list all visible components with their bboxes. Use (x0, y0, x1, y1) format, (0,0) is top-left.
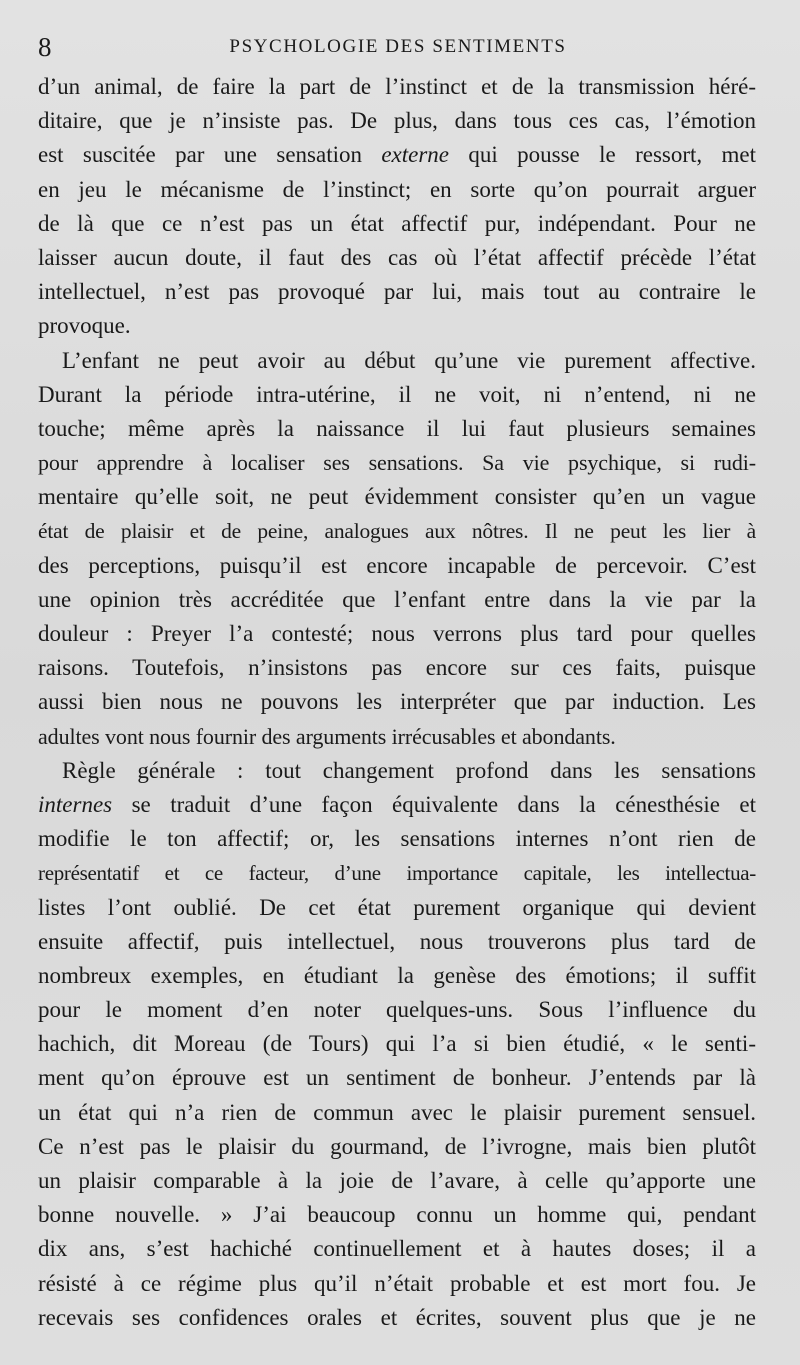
page-number: 8 (38, 32, 52, 62)
text-line (38, 788, 756, 822)
text-line: aussi bien nous ne pouvons les interpréter que par induction. Les (38, 689, 756, 715)
text-line: pour le moment d’en noter quelques-uns. Sous l’influence du (38, 997, 756, 1023)
text-line: intellectuel, n’est pas provoqué par lui, mais tout au contraire le (38, 279, 756, 305)
paragraph-2 (38, 344, 756, 754)
text-line: raisons. Toutefois, n’insistons pas encore sur ces faits, puisque (38, 655, 756, 681)
text-line: ment qu’on éprouve est un sentiment de bonheur. J’entends par là (38, 1065, 756, 1091)
text-line: un plaisir comparable à la joie de l’avare, à celle qu’apporte une (38, 1168, 756, 1193)
text-span: qui pousse le ressort, met (449, 142, 756, 168)
text-line: Règle générale : tout changement profond dans les sensations (62, 757, 756, 783)
text-line (38, 138, 756, 172)
paragraph-1 (38, 70, 756, 344)
text-line: recevais ses confidences orales et écrites, souvent plus que je ne (38, 1304, 756, 1330)
text-line: dix ans, s’est hachiché continuellement et à hautes doses; il a (38, 1236, 756, 1262)
text-line: pour apprendre à localiser ses sensations. Sa vie psychique, si rudi- (38, 450, 756, 476)
text-line: provoque. (38, 313, 131, 339)
text-line: douleur : Preyer l’a contesté; nous verrons plus tard pour quelles (38, 621, 756, 646)
text-span: se traduit d’une façon équivalente dans la cénesthésie et (112, 791, 756, 817)
text-line: état de plaisir et de peine, analogues aux nôtres. Il ne peut les lier à (38, 519, 756, 544)
body-text (38, 70, 756, 1335)
text-line: nombreux exemples, en étudiant la genèse des émotions; il suffit (38, 962, 756, 988)
page-header (38, 32, 758, 62)
text-line: représentatif et ce facteur, d’une importance capitale, les intellectua- (38, 861, 756, 886)
text-line: ditaire, que je n’insiste pas. De plus, dans tous ces cas, l’émotion (38, 108, 756, 134)
text-line: touche; même après la naissance il lui faut plusieurs semaines (38, 415, 756, 441)
text-line: ensuite affectif, puis intellectuel, nous trouverons plus tard de (38, 928, 756, 954)
text-line: modifie le ton affectif; or, les sensations internes n’ont rien de (38, 826, 756, 852)
emphasis-text: externe (381, 142, 450, 168)
text-line: en jeu le mécanisme de l’instinct; en sorte qu’on pourrait arguer (38, 176, 756, 202)
running-title: PSYCHOLOGIE DES SENTIMENTS (229, 36, 567, 57)
text-line: résisté à ce régime plus qu’il n’était probable et est mort fou. Je (38, 1270, 756, 1296)
paragraph-3 (38, 754, 756, 1335)
text-line: hachich, dit Moreau (de Tours) qui l’a si bien étudié, « le senti- (38, 1031, 756, 1057)
emphasis-text: internes (38, 791, 113, 817)
text-line: de là que ce n’est pas un état affectif pur, indépendant. Pour ne (38, 210, 756, 236)
text-line: L’enfant ne peut avoir au début qu’une vie purement affective. (62, 347, 756, 373)
text-line: des perceptions, puisqu’il est encore incapable de percevoir. C’est (38, 552, 756, 578)
text-line: listes l’ont oublié. De cet état purement organique qui devient (38, 894, 756, 920)
text-line: d’un animal, de faire la part de l’instinct et de la transmission héré- (38, 74, 756, 99)
text-line: un état qui n’a rien de commun avec le plaisir purement sensuel. (38, 1099, 756, 1125)
text-line: adultes vont nous fournir des arguments irrécusables et abondants. (38, 723, 616, 749)
text-line: mentaire qu’elle soit, ne peut évidemment consister qu’en un vague (38, 484, 756, 510)
text-line: laisser aucun doute, il faut des cas où l’état affectif précède l’état (38, 244, 756, 270)
text-line: bonne nouvelle. » J’ai beaucoup connu un homme qui, pendant (38, 1202, 756, 1228)
text-line: une opinion très accréditée que l’enfant entre dans la vie par la (38, 586, 756, 612)
text-span: est suscitée par une sensation (38, 142, 382, 168)
text-line: Durant la période intra-utérine, il ne voit, ni n’entend, ni ne (38, 381, 756, 407)
text-line: Ce n’est pas le plaisir du gourmand, de l’ivrogne, mais bien plutôt (38, 1133, 756, 1159)
